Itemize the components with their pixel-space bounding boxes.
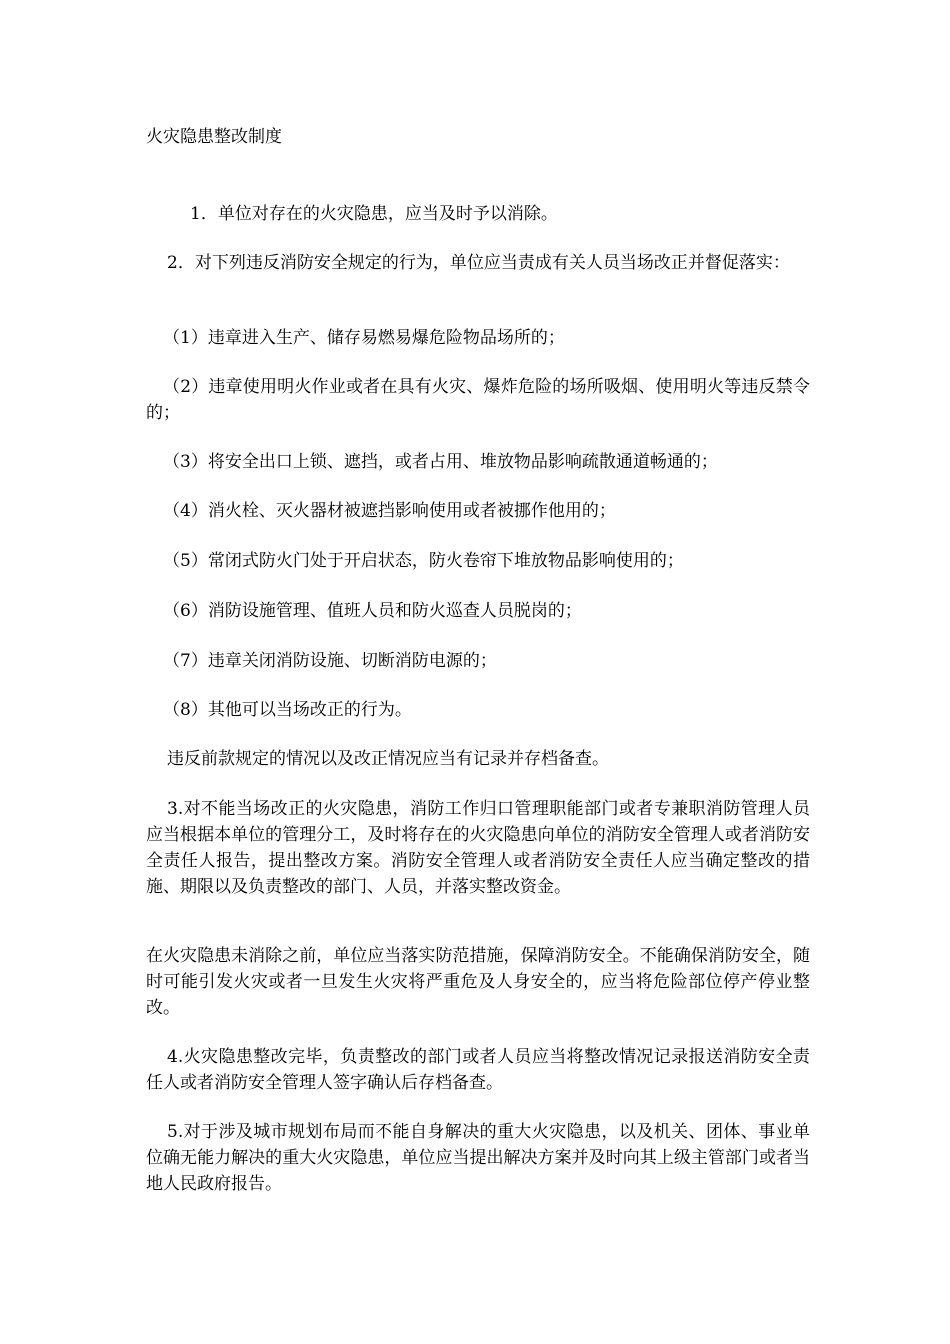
list-item-7: （7）违章关闭消防设施、切断消防电源的； (163, 651, 497, 671)
list-item-1: （1）违章进入生产、储存易燃易爆危险物品场所的； (163, 328, 565, 348)
paragraph-4: 4.火灾隐患整改完毕，负责整改的部门或者人员应当将整改情况记录报送消防安全责任人或者消防安全管理人签字确认后存档备查。 (146, 1047, 810, 1093)
list-item-8: （8）其他可以当场改正的行为。 (163, 700, 412, 720)
paragraph-1: 1．单位对存在的火灾隐患，应当及时予以消除。 (190, 204, 558, 224)
paragraph-5: 5.对于涉及城市规划布局而不能自身解决的重大火灾隐患，以及机关、团体、事业单位确无能力解决的重大火灾隐患，单位应当提出解决方案并及时向其上级主管部门或者当地人民政府报告。 (146, 1122, 810, 1194)
list-item-3: （3）将安全出口上锁、遮挡，或者占用、堆放物品影响疏散通道畅通的； (163, 452, 718, 472)
list-item-6: （6）消防设施管理、值班人员和防火巡查人员脱岗的； (163, 601, 582, 621)
list-item-2: （2）违章使用明火作业或者在具有火灾、爆炸危险的场所吸烟、使用明火等违反禁令的； (146, 377, 810, 423)
list-item-4: （4）消火栓、灭火器材被遮挡影响使用或者被挪作他用的； (163, 501, 616, 521)
document-title: 火灾隐患整改制度 (146, 127, 282, 147)
paragraph-3: 3.对不能当场改正的火灾隐患，消防工作归口管理职能部门或者专兼职消防管理人员应当根据本单位的管理分工，及时将存在的火灾隐患向单位的消防安全管理人或者消防安全责任人报告，提出整改方案。消防安全管理人或者消防安全责任人应当确定整改的措施、期限以及负责整改的部门、人员，并落实整改资金。 (146, 799, 810, 897)
paragraph-note: 违反前款规定的情况以及改正情况应当有记录并存档备查。 (167, 749, 609, 769)
paragraph-2: 2．对下列违反消防安全规定的行为，单位应当责成有关人员当场改正并督促落实： (167, 253, 790, 273)
list-item-5: （5）常闭式防火门处于开启状态，防火卷帘下堆放物品影响使用的； (163, 551, 684, 571)
paragraph-3-continued: 在火灾隐患未消除之前，单位应当落实防范措施，保障消防安全。不能确保消防安全，随时可能引发火灾或者一旦发生火灾将严重危及人身安全的，应当将危险部位停产停业整改。 (146, 946, 810, 1018)
